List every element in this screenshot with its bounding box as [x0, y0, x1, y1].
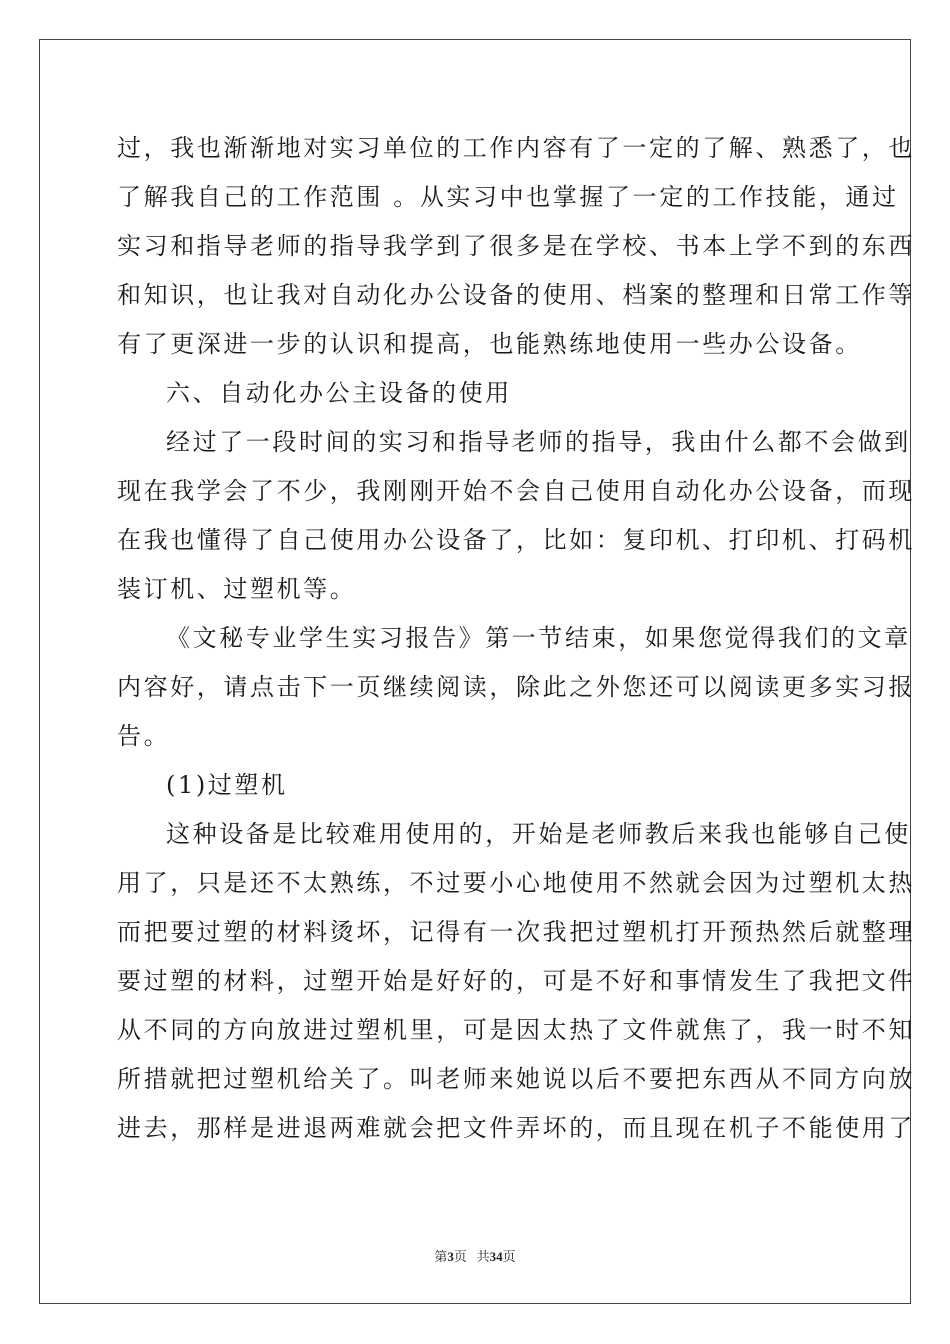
- document-body: [117, 124, 915, 1153]
- page-suffix: 页: [453, 1249, 467, 1264]
- total-prefix: 共: [476, 1249, 490, 1264]
- text-line: 装订机、过塑机等。: [117, 575, 357, 603]
- text-line: 《文秘专业学生实习报告》第一节结束，如果您觉得我们的文章: [166, 624, 911, 652]
- text-line: 要过塑的材料，过塑开始是好好的，可是不好和事情发生了我把文件: [117, 967, 915, 995]
- text-line: 用了，只是还不太熟练，不过要小心地使用不然就会因为过塑机太热: [117, 869, 915, 897]
- text-line: 有了更深进一步的认识和提高，也能熟练地使用一些办公设备。: [117, 330, 862, 358]
- page-number: 3: [447, 1249, 454, 1264]
- total-pages: 34: [489, 1249, 503, 1264]
- text-line: 而把要过塑的材料烫坏，记得有一次我把过塑机打开预热然后就整理: [117, 918, 915, 946]
- text-line: 六、自动化办公主设备的使用: [166, 379, 512, 407]
- text-line: (1)过塑机: [166, 771, 288, 799]
- text-line: 在我也懂得了自己使用办公设备了，比如：复印机、打印机、打码机: [117, 526, 915, 554]
- text-line: 现在我学会了不少，我刚刚开始不会自己使用自动化办公设备，而现: [117, 477, 915, 505]
- text-line: 从不同的方向放进过塑机里，可是因太热了文件就焦了，我一时不知: [117, 1016, 915, 1044]
- text-line: 这种设备是比较难用使用的，开始是老师教后来我也能够自己使: [166, 820, 911, 848]
- text-line: 过，我也渐渐地对实习单位的工作内容有了一定的了解、熟悉了，也: [117, 134, 915, 162]
- text-line: 告。: [117, 722, 171, 750]
- text-line: 经过了一段时间的实习和指导老师的指导，我由什么都不会做到: [166, 428, 911, 456]
- page-prefix: 第: [434, 1249, 448, 1264]
- text-line: 了解我自己的工作范围 。从实习中也掌握了一定的工作技能，通过: [117, 183, 899, 211]
- text-line: 进去，那样是进退两难就会把文件弄坏的，而且现在机子不能使用了: [117, 1114, 915, 1142]
- text-line: 和知识，也让我对自动化办公设备的使用、档案的整理和日常工作等: [117, 281, 915, 309]
- total-suffix: 页: [502, 1249, 516, 1264]
- page-footer: [0, 1246, 950, 1265]
- text-line: 所措就把过塑机给关了。叫老师来她说以后不要把东西从不同方向放: [117, 1065, 915, 1093]
- text-line: 实习和指导老师的指导我学到了很多是在学校、书本上学不到的东西: [117, 232, 915, 260]
- text-line: 内容好，请点击下一页继续阅读，除此之外您还可以阅读更多实习报: [117, 673, 915, 701]
